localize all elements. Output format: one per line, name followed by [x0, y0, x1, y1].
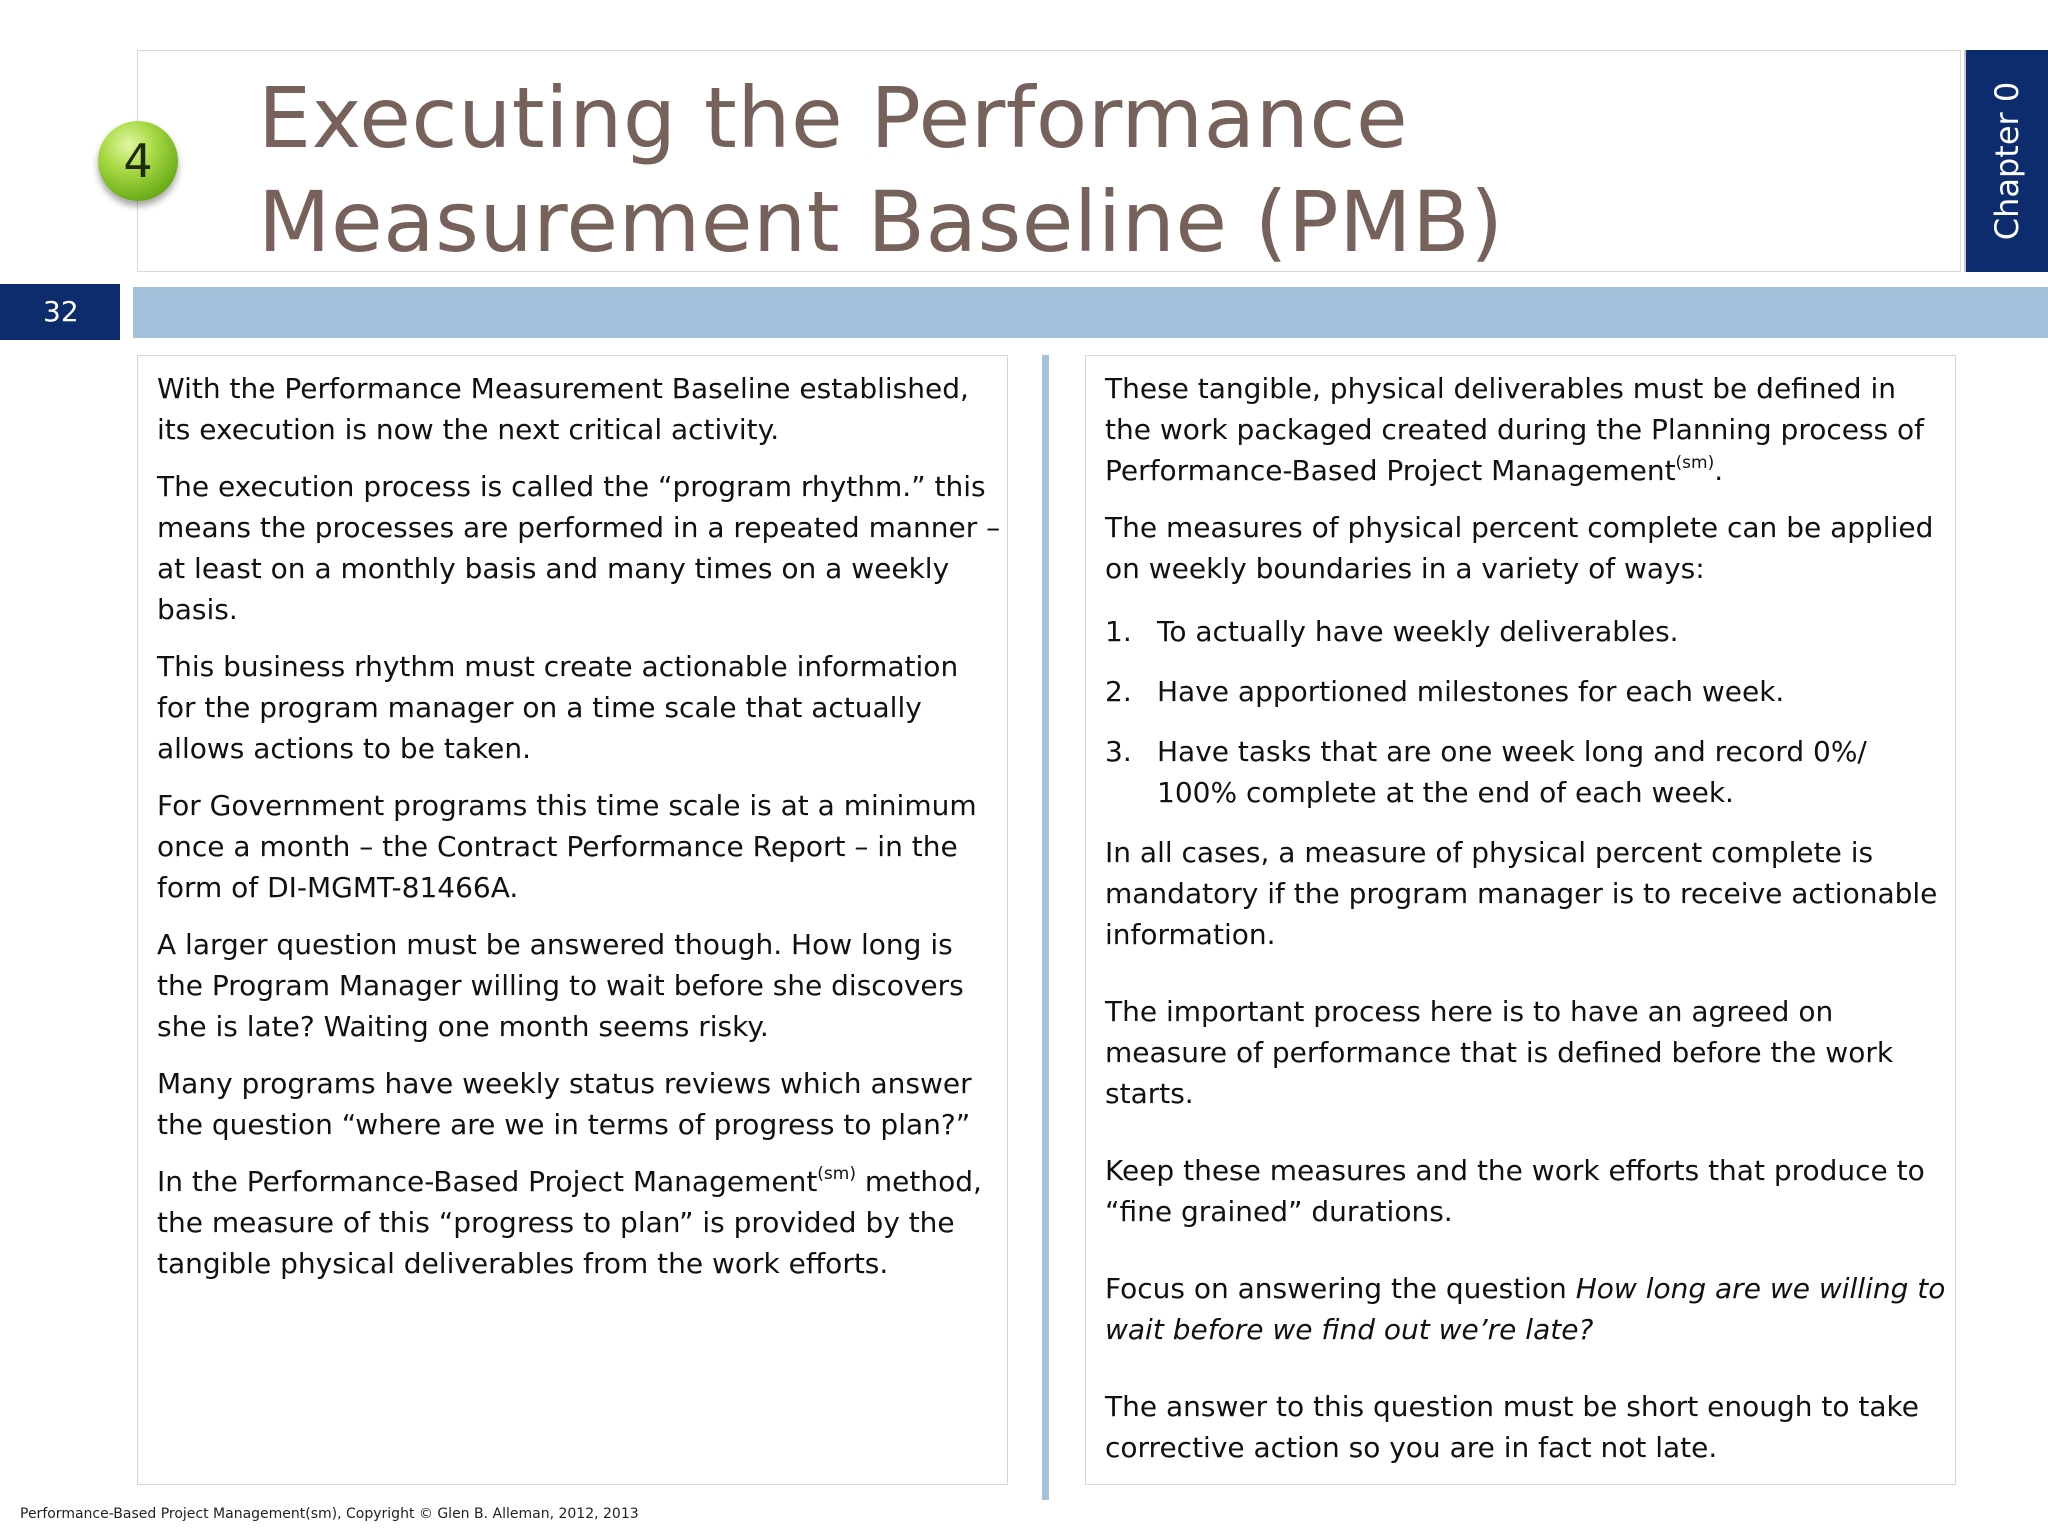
list-number: 3. [1105, 735, 1132, 768]
list-item [1105, 671, 1950, 712]
right-paragraph-2: The measures of physical percent complete can be applied on weekly boundaries in a variety of ways: [1105, 511, 1934, 585]
right-paragraph-1 [1105, 368, 1950, 491]
right-p1-text-a: These tangible, physical deliverables must be defined in the work packaged created during the Planning process of Performance-Based Project Management [1105, 372, 1925, 487]
slide-title: Executing the Performance Measurement Baseline (PMB) [258, 69, 1504, 271]
list-number: 2. [1105, 675, 1132, 708]
right-paragraph-7: The answer to this question must be short enough to take corrective action so you are in fact not late. [1105, 1390, 1919, 1464]
left-p7-text-a: In the Performance-Based Project Management [157, 1165, 818, 1198]
left-paragraph-4: For Government programs this time scale is at a minimum once a month – the Contract Performance Report – in the form of DI-MGMT-81466A. [157, 789, 977, 904]
list-text: Have tasks that are one week long and record 0%/ 100% complete at the end of each week. [1157, 735, 1867, 809]
left-paragraph-2: The execution process is called the “program rhythm.” this means the processes are performed in a repeated manner – at least on a monthly basis and many times on a weekly basis. [157, 470, 1001, 626]
list-item [1105, 611, 1950, 652]
chapter-label: Chapter 0 [1988, 81, 2026, 241]
step-number-badge [98, 121, 178, 201]
copyright-footer: Performance-Based Project Management(sm), Copyright © Glen B. Alleman, 2012, 2013 [20, 1506, 639, 1522]
right-p6-question: How long are we willing to wait before we find out we’re late? [1105, 1272, 1946, 1346]
right-p6-text: Focus on answering the question [1105, 1272, 1576, 1305]
left-paragraph-5: A larger question must be answered though. How long is the Program Manager willing to wait before she discovers she is late? Waiting one month seems risky. [157, 928, 964, 1043]
right-paragraph-3: In all cases, a measure of physical percent complete is mandatory if the program manager is to receive actionable information. [1105, 836, 1938, 951]
column-divider [1042, 355, 1049, 1500]
service-mark: (sm) [1675, 453, 1715, 473]
left-paragraph-6: Many programs have weekly status reviews which answer the question “where are we in terms of progress to plan?” [157, 1067, 972, 1141]
list-text: Have apportioned milestones for each week. [1157, 675, 1785, 708]
left-paragraph-3: This business rhythm must create actionable information for the program manager on a time scale that actually allows actions to be taken. [157, 650, 959, 765]
left-column-text [157, 368, 1002, 1300]
page-number: 32 [0, 284, 120, 340]
right-paragraph-6 [1105, 1268, 1950, 1350]
list-text: To actually have weekly deliverables. [1157, 615, 1679, 648]
left-p7-text-b: method, the measure of this “progress to plan” is provided by the tangible physical deliverables from the work efforts. [157, 1165, 982, 1280]
numbered-list [1105, 611, 1950, 813]
service-mark: (sm) [817, 1164, 856, 1184]
right-paragraph-5: Keep these measures and the work efforts that produce to “fine grained” durations. [1105, 1154, 1925, 1228]
list-item [1105, 731, 1950, 813]
left-paragraph-7 [157, 1161, 1002, 1284]
right-paragraph-4: The important process here is to have an agreed on measure of performance that is defined before the work starts. [1105, 995, 1894, 1110]
right-p1-text-b: . [1714, 454, 1724, 487]
left-paragraph-1: With the Performance Measurement Baseline established, its execution is now the next critical activity. [157, 372, 969, 446]
right-column-text [1105, 368, 1950, 1484]
list-number: 1. [1105, 615, 1132, 648]
step-number: 4 [123, 134, 153, 188]
header-band [133, 287, 2048, 338]
chapter-tab [1964, 50, 2048, 272]
